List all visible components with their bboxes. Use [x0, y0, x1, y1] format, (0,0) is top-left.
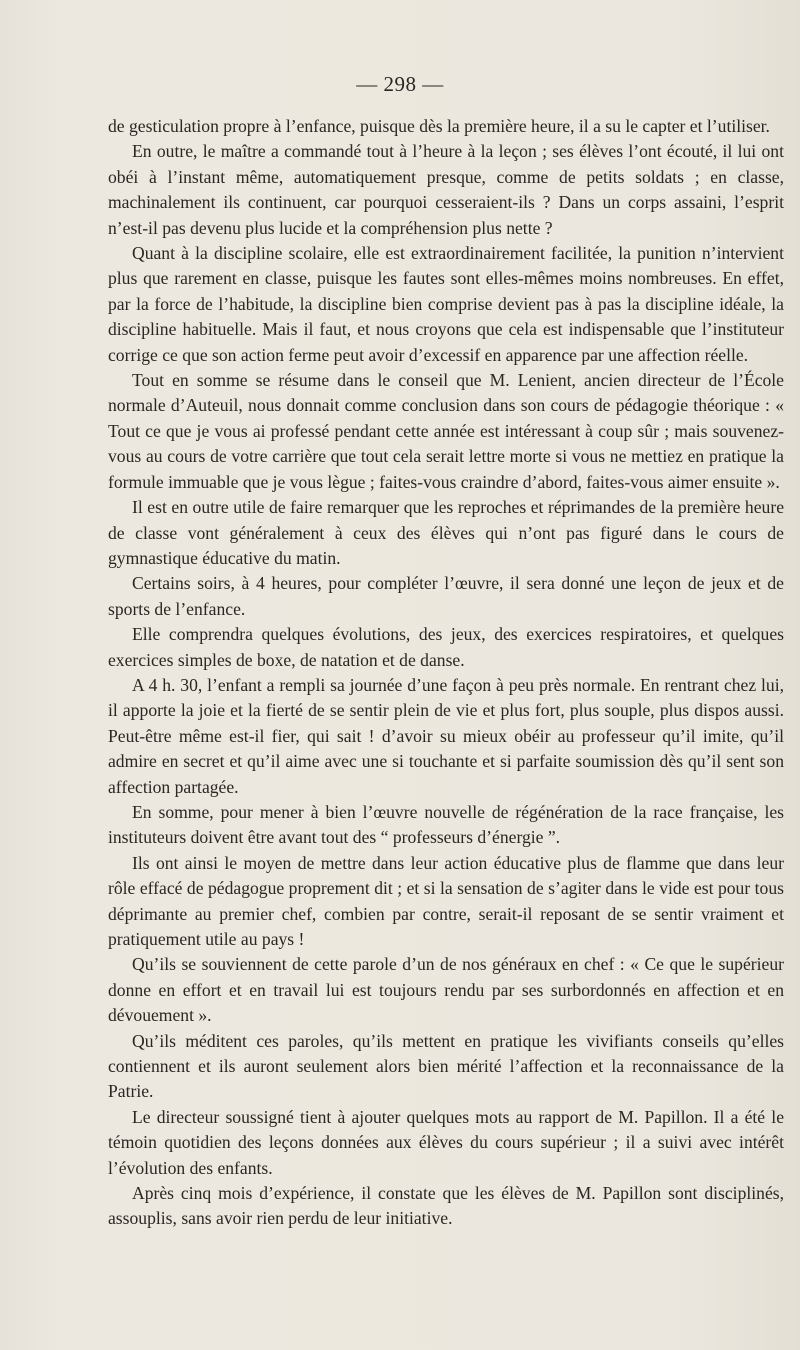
page-number: — 298 —	[356, 72, 444, 96]
paragraph: En outre, le maître a commandé tout à l’heure à la leçon ; ses élèves l’ont écouté, il lui ont obéi à l’instant même, automatiquement presque, comme de petits soldats ; en classe, machinalement ils continuent, car pourquoi cesseraient-ils ? Dans un corps assaini, l’esprit n’est-il pas devenu plus lucide et la compréhension plus nette ?	[108, 141, 784, 238]
paragraph: En somme, pour mener à bien l’œuvre nouvelle de régénération de la race française, les instituteurs doivent être avant tout des “ professeurs d’énergie ”.	[108, 801, 784, 848]
paragraph: Elle comprendra quelques évolutions, des jeux, des exercices respiratoires, et quelques exercices simples de boxe, de natation et de danse.	[108, 624, 784, 670]
paragraph: de gesticulation propre à l’enfance, puisque dès la première heure, il a su le capter et l’utiliser.	[108, 116, 770, 136]
paragraph: Qu’ils méditent ces paroles, qu’ils mettent en pratique les vivifiants conseils qu’elles contiennent et ils auront seulement alors bien mérité l’affection et la reconnaissance de la Patrie.	[108, 1030, 784, 1102]
body-text	[108, 114, 784, 1232]
paragraph: Le directeur soussigné tient à ajouter quelques mots au rapport de M. Papillon. Il a été le témoin quotidien des leçons données aux élèves du cours supérieur ; il a suivi avec intérêt l’évolution des enfants.	[108, 1106, 784, 1178]
paragraph: Tout en somme se résume dans le conseil que M. Lenient, ancien directeur de l’École normale d’Auteuil, nous donnait comme conclusion dans son cours de pédagogie théorique : « Tout ce que je vous ai professé pendant cette année est intéressant à coup sûr ; mais souvenez-vous au cours de votre carrière que tout cela serait lettre morte si vous ne mettiez en pratique la formule immuable que je vous lègue ; faites-vous craindre d’abord, faites-vous aimer ensuite ».	[108, 370, 784, 492]
paragraph: A 4 h. 30, l’enfant a rempli sa journée d’une façon à peu près normale. En rentrant chez lui, il apporte la joie et la fierté de se sentir plein de vie et plus fort, plus souple, plus dispos aussi. Peut-être même est-il fier, qui sait ! d’avoir su mieux obéir au professeur qu’il imite, qu’il admire en secret et qu’il aime avec une si touchante et si parfaite soumission dès qu’il sent son affection partagée.	[108, 674, 784, 797]
paragraph: Il est en outre utile de faire remarquer que les reproches et réprimandes de la première heure de classe vont généralement à ceux des élèves qui n’ont pas figuré dans le cours de gymnastique éducative du matin.	[108, 497, 784, 568]
paragraph: Certains soirs, à 4 heures, pour compléter l’œuvre, il sera donné une leçon de jeux et de sports de l’enfance.	[108, 573, 784, 619]
paragraph: Quant à la discipline scolaire, elle est extraordinairement facilitée, la punition n’intervient plus que rarement en classe, puisque les fautes sont elles-mêmes moins nombreuses. En effet, par la force de l’habitude, la discipline bien comprise devient pas à pas la discipline idéale, la discipline habituelle. Mais il faut, et nous croyons que cela est indispensable que l’instituteur corrige ce que son action ferme peut avoir d’excessif en apparence par une affection réelle.	[108, 243, 784, 365]
paragraph: Qu’ils se souviennent de cette parole d’un de nos généraux en chef : « Ce que le supérieur donne en effort et en travail lui est toujours rendu par ses surbordonnés en affection et en dévouement ».	[108, 954, 784, 1026]
paragraph: Après cinq mois d’expérience, il constate que les élèves de M. Papillon sont disciplinés, assouplis, sans avoir rien perdu de leur initiative.	[108, 1183, 784, 1229]
paragraph: Ils ont ainsi le moyen de mettre dans leur action éducative plus de flamme que dans leur rôle effacé de pédagogue proprement dit ; et si la sensation de s’agiter dans le vide est pour tous déprimante au premier chef, combien par contre, serait-il reposant de se sentir vraiment et pratiquement utile au pays !	[108, 852, 784, 949]
